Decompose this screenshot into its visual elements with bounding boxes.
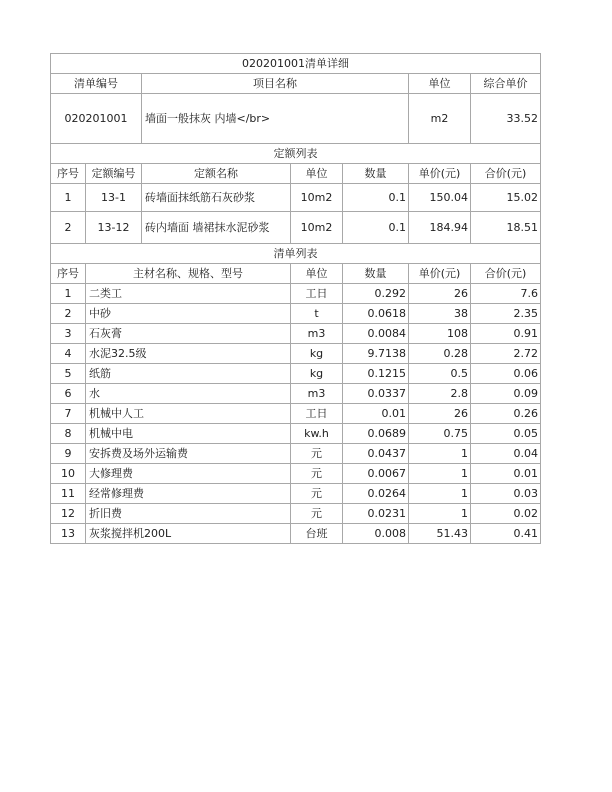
material-price: 0.75 [409,424,471,444]
material-row [51,484,541,504]
bill-name-header: 项目名称 [142,74,409,94]
quota-unit: 10m2 [291,212,343,244]
material-unit-header: 单位 [291,264,343,284]
material-name: 水 [86,384,291,404]
material-price: 26 [409,284,471,304]
material-no: 8 [51,424,86,444]
material-row [51,344,541,364]
bill-detail-table [50,53,541,544]
material-row [51,364,541,384]
material-name-header: 主材名称、规格、型号 [86,264,291,284]
quota-qty: 0.1 [343,184,409,212]
material-price: 2.8 [409,384,471,404]
quota-no: 1 [51,184,86,212]
material-unit: 工日 [291,404,343,424]
material-name: 二类工 [86,284,291,304]
material-total: 2.72 [471,344,541,364]
material-price: 1 [409,444,471,464]
quota-name: 砖内墙面 墙裙抹水泥砂浆 [142,212,291,244]
quota-row [51,212,541,244]
material-price: 1 [409,504,471,524]
quota-section-row [51,144,541,164]
material-price: 51.43 [409,524,471,544]
material-no: 7 [51,404,86,424]
quota-price: 150.04 [409,184,471,212]
quota-name-header: 定额名称 [142,164,291,184]
title-row [51,54,541,74]
material-no: 11 [51,484,86,504]
material-total: 7.6 [471,284,541,304]
quota-no-header: 序号 [51,164,86,184]
material-total: 0.26 [471,404,541,424]
material-row [51,464,541,484]
material-unit: 工日 [291,284,343,304]
material-no: 1 [51,284,86,304]
material-unit: 元 [291,484,343,504]
material-total-header: 合价(元) [471,264,541,284]
quota-code-header: 定额编号 [86,164,142,184]
quota-code: 13-12 [86,212,142,244]
material-no-header: 序号 [51,264,86,284]
material-name: 机械中人工 [86,404,291,424]
material-section-title: 清单列表 [51,244,541,264]
material-qty: 0.1215 [343,364,409,384]
bill-code: 020201001 [51,94,142,144]
material-unit: 元 [291,464,343,484]
quota-row [51,184,541,212]
quota-total: 18.51 [471,212,541,244]
bill-name: 墙面一般抹灰 内墙</br> [142,94,409,144]
material-no: 9 [51,444,86,464]
material-no: 10 [51,464,86,484]
material-total: 0.41 [471,524,541,544]
bill-code-header: 清单编号 [51,74,142,94]
quota-total-header: 合价(元) [471,164,541,184]
bill-header-row [51,74,541,94]
material-qty: 0.008 [343,524,409,544]
material-qty: 0.0264 [343,484,409,504]
material-unit: m3 [291,384,343,404]
quota-name: 砖墙面抹纸筋石灰砂浆 [142,184,291,212]
material-unit: t [291,304,343,324]
material-no: 2 [51,304,86,324]
quota-code: 13-1 [86,184,142,212]
material-row [51,284,541,304]
material-name: 灰浆搅拌机200L [86,524,291,544]
material-name: 石灰膏 [86,324,291,344]
material-row [51,424,541,444]
material-name: 安拆费及场外运输费 [86,444,291,464]
material-price-header: 单价(元) [409,264,471,284]
material-row [51,384,541,404]
material-total: 0.09 [471,384,541,404]
material-header-row [51,264,541,284]
bill-row [51,94,541,144]
quota-header-row [51,164,541,184]
material-price: 0.5 [409,364,471,384]
material-name: 大修理费 [86,464,291,484]
material-qty: 0.0437 [343,444,409,464]
material-total: 2.35 [471,304,541,324]
quota-price-header: 单价(元) [409,164,471,184]
material-total: 0.02 [471,504,541,524]
material-unit: kg [291,344,343,364]
material-unit: kw.h [291,424,343,444]
quota-no: 2 [51,212,86,244]
bill-price-header: 综合单价 [471,74,541,94]
quota-unit: 10m2 [291,184,343,212]
material-no: 12 [51,504,86,524]
material-no: 4 [51,344,86,364]
quota-qty: 0.1 [343,212,409,244]
material-qty: 0.292 [343,284,409,304]
material-total: 0.91 [471,324,541,344]
material-row [51,444,541,464]
material-price: 38 [409,304,471,324]
material-price: 1 [409,484,471,504]
bill-unit: m2 [409,94,471,144]
material-qty: 0.0231 [343,504,409,524]
material-total: 0.05 [471,424,541,444]
quota-qty-header: 数量 [343,164,409,184]
material-qty: 0.0618 [343,304,409,324]
quota-section-title: 定额列表 [51,144,541,164]
quota-total: 15.02 [471,184,541,212]
material-name: 纸筋 [86,364,291,384]
bill-price: 33.52 [471,94,541,144]
quota-unit-header: 单位 [291,164,343,184]
material-qty: 0.0084 [343,324,409,344]
material-row [51,304,541,324]
material-unit: 元 [291,504,343,524]
material-total: 0.06 [471,364,541,384]
material-price: 1 [409,464,471,484]
material-row [51,504,541,524]
material-name: 中砂 [86,304,291,324]
material-qty: 0.01 [343,404,409,424]
material-no: 6 [51,384,86,404]
material-total: 0.04 [471,444,541,464]
material-qty: 0.0337 [343,384,409,404]
material-name: 机械中电 [86,424,291,444]
material-unit: 元 [291,444,343,464]
material-qty: 0.0067 [343,464,409,484]
material-name: 经常修理费 [86,484,291,504]
material-price: 0.28 [409,344,471,364]
material-name: 水泥32.5级 [86,344,291,364]
material-qty-header: 数量 [343,264,409,284]
material-qty: 0.0689 [343,424,409,444]
material-no: 13 [51,524,86,544]
material-row [51,404,541,424]
material-total: 0.03 [471,484,541,504]
material-unit: 台班 [291,524,343,544]
material-unit: kg [291,364,343,384]
material-row [51,324,541,344]
sheet-title: 020201001清单详细 [51,54,541,74]
material-section-row [51,244,541,264]
material-unit: m3 [291,324,343,344]
quota-price: 184.94 [409,212,471,244]
material-price: 108 [409,324,471,344]
material-name: 折旧费 [86,504,291,524]
material-no: 3 [51,324,86,344]
material-total: 0.01 [471,464,541,484]
bill-unit-header: 单位 [409,74,471,94]
material-qty: 9.7138 [343,344,409,364]
material-no: 5 [51,364,86,384]
material-row [51,524,541,544]
material-price: 26 [409,404,471,424]
